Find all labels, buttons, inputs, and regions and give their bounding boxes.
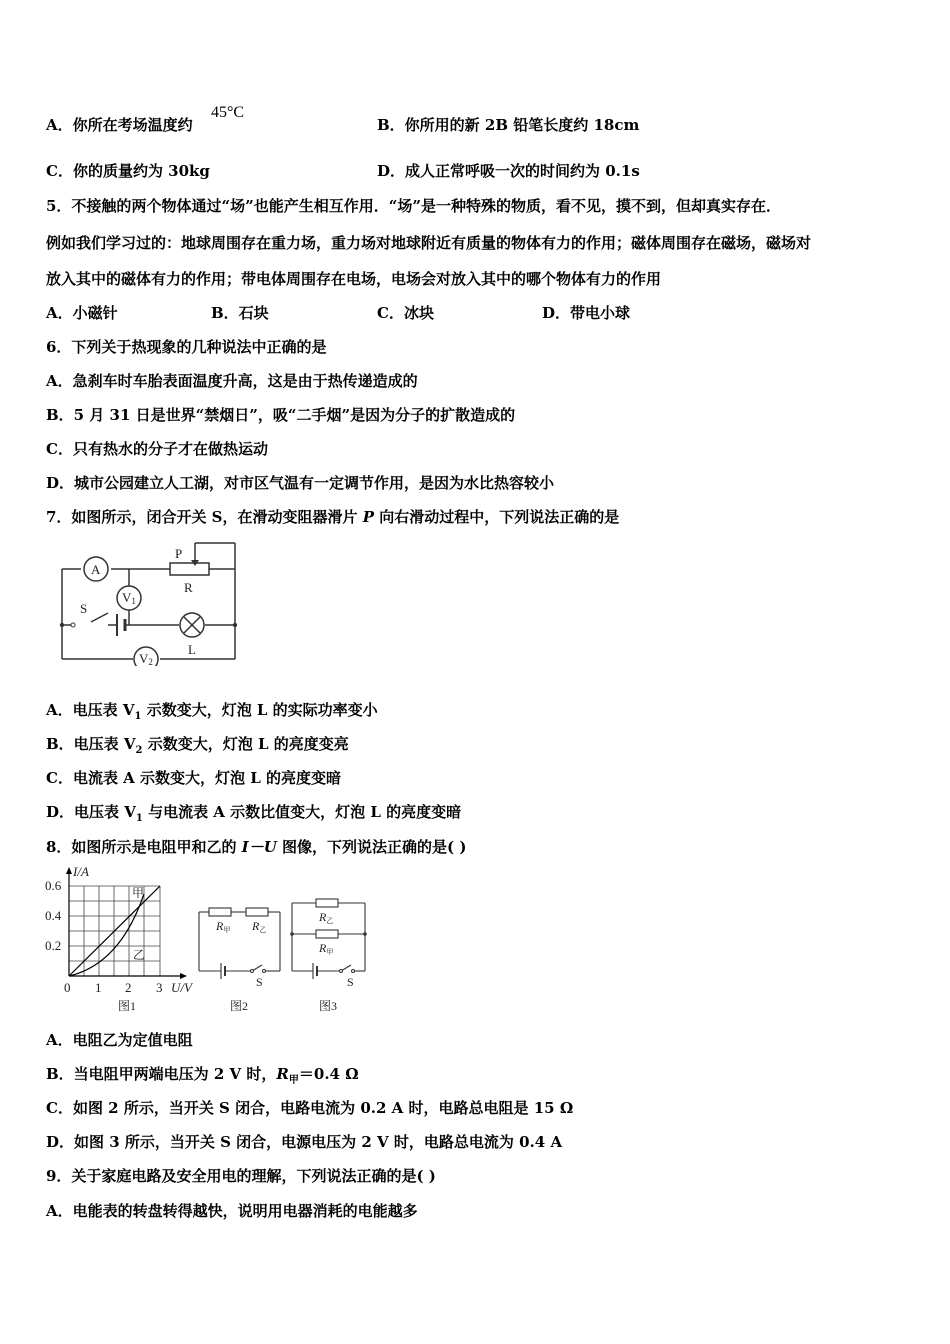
q5-option-d: D．带电小球	[542, 304, 631, 322]
fig3-caption: 图3	[319, 999, 338, 1013]
q6-option-a: A．急刹车时车胎表面温度升高，这是由于热传递造成的	[46, 372, 418, 390]
fig1-xtick-1: 1	[95, 980, 102, 995]
q7-option-b	[46, 734, 349, 761]
q4-option-d: D．成人正常呼吸一次的时间约为 0.1s	[377, 162, 640, 180]
fig2-r1-sub: 甲	[223, 926, 231, 934]
temp-value: 45	[211, 104, 227, 121]
q4-option-a-temperature	[211, 104, 244, 122]
fig3-r2-sub: 甲	[326, 948, 334, 956]
fig3-r1-letter: R	[319, 910, 327, 924]
q7-option-c: C．电流表 A 示数变大，灯泡 L 的亮度变暗	[46, 769, 342, 787]
q6-option-b: B．5 月 31 日是世界“禁烟日”，吸“二手烟”是因为分子的扩散造成的	[46, 406, 516, 424]
v1-subscript: 1	[131, 596, 136, 606]
q5-option-b: B．石块	[211, 304, 269, 322]
v2-subscript: 2	[148, 657, 153, 666]
fig1-ytick-0.4: 0.4	[45, 908, 62, 923]
q7-option-d-part1: D．电压表 V	[46, 803, 136, 821]
fig3-r-jia-label	[318, 941, 333, 956]
q7-stem-p: P	[362, 508, 374, 526]
q4-option-b: B．你所用的新 2B 铅笔长度约 18cm	[377, 116, 640, 134]
q5-option-c: C．冰块	[377, 304, 434, 322]
q8-stem-part1: 8．如图所示是电阻甲和乙的	[46, 838, 242, 856]
q7-option-b-part1: B．电压表 V	[46, 735, 136, 753]
fig1-caption: 图1	[118, 999, 137, 1013]
q4-option-c: C．你的质量约为 30kg	[46, 162, 210, 180]
q7-option-d	[46, 802, 461, 829]
fig1-xtick-3: 3	[156, 980, 163, 995]
v2-letter: V	[139, 651, 149, 666]
fig2-caption: 图2	[230, 999, 249, 1013]
q7-option-a	[46, 700, 378, 727]
fig2-r2-sub: 乙	[259, 926, 267, 934]
fig1-xtick-0: 0	[64, 980, 71, 995]
q8-fig1-iu-graph	[40, 864, 200, 1014]
q5-option-a: A．小磁针	[46, 304, 118, 322]
q8-fig2-series-circuit	[196, 902, 286, 1014]
q7-option-d-sub: 1	[135, 813, 143, 824]
voltmeter-v2-label	[139, 651, 153, 666]
q7-option-d-part2: 与电流表 A 示数比值变大，灯泡 L 的亮度变暗	[142, 803, 462, 821]
q7-option-b-sub: 2	[135, 745, 143, 756]
q8-option-b	[46, 1064, 359, 1091]
q4-option-a-text: A．你所在考场温度约	[46, 116, 193, 134]
fig3-switch-label: S	[347, 975, 354, 989]
q8-option-d: D．如图 3 所示，当开关 S 闭合，电源电压为 2 V 时，电路总电流为 0.4 A	[46, 1133, 563, 1151]
resistor-r-label: R	[184, 580, 193, 595]
q5-stem-line2: 例如我们学习过的：地球周围存在重力场，重力场对地球附近有质量的物体有力的作用；磁体周围存在磁场，磁场对	[46, 234, 812, 252]
q9-option-a: A．电能表的转盘转得越快，说明用电器消耗的电能越多	[46, 1202, 418, 1220]
q8-option-b-r: R	[276, 1065, 289, 1083]
q8-option-a: A．电阻乙为定值电阻	[46, 1031, 193, 1049]
q7-option-b-part2: 示数变大，灯泡 L 的亮度变亮	[142, 735, 349, 753]
q6-option-c: C．只有热水的分子才在做热运动	[46, 440, 268, 458]
q7-stem	[46, 507, 619, 527]
fig1-ytick-0.2: 0.2	[45, 938, 62, 953]
fig1-x-axis-label: U/V	[171, 980, 192, 995]
fig2-r1-letter: R	[216, 919, 224, 933]
fig3-r2-letter: R	[319, 941, 327, 955]
voltmeter-v1-label	[122, 590, 136, 606]
fig2-switch-label: S	[256, 975, 263, 989]
q7-stem-part2: 向右滑动过程中，下列说法正确的是	[374, 508, 620, 526]
q7-option-a-part1: A．电压表 V	[46, 701, 135, 719]
ammeter-label: A	[91, 562, 101, 577]
lamp-l-label: L	[188, 642, 196, 657]
slider-p-label: P	[175, 546, 183, 561]
fig1-ytick-0.6: 0.6	[45, 878, 62, 893]
q8-option-b-part2: ＝0.4 Ω	[298, 1065, 359, 1083]
fig1-y-axis-label: I/A	[73, 864, 89, 879]
q8-stem	[46, 837, 466, 857]
fig2-r2-letter: R	[252, 919, 260, 933]
q8-option-b-part1: B．当电阻甲两端电压为 2 V 时，	[46, 1065, 277, 1083]
q8-fig3-parallel-circuit	[289, 898, 371, 1014]
fig1-curve-yi-label: 乙	[133, 948, 146, 962]
fig2-r-jia-label	[215, 919, 230, 934]
q8-option-c: C．如图 2 所示，当开关 S 闭合，电路电流为 0.2 A 时，电路总电阻是 15 Ω	[46, 1099, 574, 1117]
q4-option-a	[46, 115, 193, 135]
temp-unit: °C	[227, 104, 245, 121]
fig1-xtick-2: 2	[125, 980, 132, 995]
q6-option-d: D．城市公园建立人工湖，对市区气温有一定调节作用，是因为水比热容较小	[46, 474, 555, 492]
q7-option-a-part2: 示数变大，灯泡 L 的实际功率变小	[141, 701, 378, 719]
q9-stem: 9．关于家庭电路及安全用电的理解，下列说法正确的是( )	[46, 1167, 436, 1185]
q8-stem-part2: 图像，下列说法正确的是( )	[276, 838, 467, 856]
switch-s-label: S	[80, 601, 88, 616]
v1-letter: V	[122, 590, 132, 605]
q8-stem-iu: I－U	[241, 838, 277, 856]
q5-stem-line1: 5．不接触的两个物体通过“场”也能产生相互作用．“场”是一种特殊的物质，看不见，摸不到，但却真实存在．	[46, 197, 781, 215]
fig3-r-yi-label	[318, 910, 333, 925]
q7-circuit-diagram	[55, 538, 245, 666]
fig2-r-yi-label	[251, 919, 266, 934]
fig3-r1-sub: 乙	[326, 917, 334, 925]
q7-stem-part1: 7．如图所示，闭合开关 S，在滑动变阻器滑片	[46, 508, 363, 526]
q5-stem-line3: 放入其中的磁体有力的作用；带电体周围存在电场，电场会对放入其中的哪个物体有力的作用	[46, 270, 662, 288]
q6-stem: 6．下列关于热现象的几种说法中正确的是	[46, 338, 327, 356]
q7-option-a-sub: 1	[134, 711, 142, 722]
fig1-curve-jia-label: 甲	[132, 886, 145, 900]
q8-option-b-sub: 甲	[288, 1075, 299, 1086]
